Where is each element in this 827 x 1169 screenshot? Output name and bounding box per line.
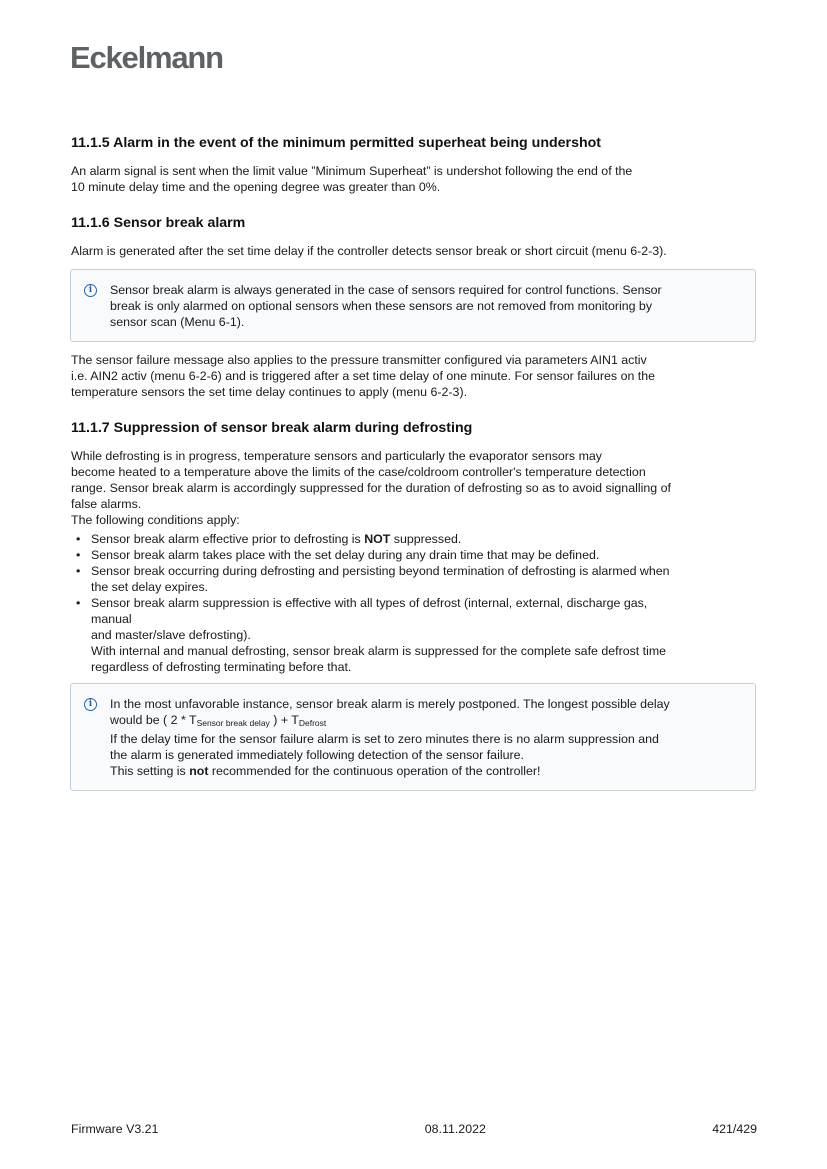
list-item <box>71 563 757 595</box>
text-line: break is only alarmed on optional sensors when these sensors are not removed from monitoring by <box>110 299 653 313</box>
section-11-1-6 <box>71 214 757 400</box>
conditions-list <box>71 531 757 675</box>
text-line: temperature sensors the set time delay continues to apply (menu 6-2-3). <box>71 385 468 399</box>
section-heading: 11.1.7 Suppression of sensor break alarm during defrosting <box>71 420 473 436</box>
section-heading: 11.1.5 Alarm in the event of the minimum permitted superheat being undershot <box>71 135 602 151</box>
text-line: sensor scan (Menu 6-1). <box>110 315 245 329</box>
text: Sensor break alarm suppression is effective with all types of defrost (internal, external, discharge gas, <box>91 596 648 610</box>
page-number: 421/429 <box>712 1122 757 1136</box>
list-item <box>71 595 757 675</box>
text: With internal and manual defrosting, sensor break alarm is suppressed for the complete safe defrost time <box>91 644 667 658</box>
text-line: the alarm is generated immediately following detection of the sensor failure. <box>110 748 524 762</box>
list-item: • Sensor break alarm takes place with the set delay during any drain time that may be defined. <box>71 547 757 563</box>
emphasis: not <box>189 764 209 778</box>
text: Sensor break alarm effective prior to defrosting is <box>91 532 365 546</box>
paragraph <box>71 448 757 528</box>
emphasis: NOT <box>364 532 391 546</box>
text: would be ( 2 * T <box>110 713 197 727</box>
info-note <box>70 269 756 342</box>
text-line: 10 minute delay time and the opening degree was greater than 0%. <box>71 180 441 194</box>
paragraph <box>71 163 757 195</box>
text-line: i.e. AIN2 activ (menu 6-2-6) and is triggered after a set time delay of one minute. For sensor failures on the <box>71 369 656 383</box>
company-logo: Eckelmann <box>70 40 223 75</box>
text: suppressed. <box>390 532 462 546</box>
formula <box>110 713 326 727</box>
firmware-version: Firmware V3.21 <box>71 1122 159 1136</box>
document-date: 08.11.2022 <box>424 1122 486 1136</box>
text-line: become heated to a temperature above the limits of the case/coldroom controller's temperature detection <box>71 465 646 479</box>
text: and master/slave defrosting). <box>91 628 251 642</box>
text-line: An alarm signal is sent when the limit value ”Minimum Superheat” is undershot following the end of the <box>71 164 633 178</box>
info-note <box>70 683 756 791</box>
text: ) + T <box>269 713 299 727</box>
info-circle-icon: i <box>84 698 97 711</box>
list-item <box>71 531 757 547</box>
subscript: Defrost <box>298 718 327 728</box>
text: Sensor break occurring during defrosting and persisting beyond termination of defrosting is alarmed when <box>91 564 670 578</box>
text: recommended for the continuous operation of the controller! <box>208 764 541 778</box>
subscript: Sensor break delay <box>196 718 270 728</box>
text-line: The following conditions apply: <box>71 513 240 527</box>
text-line: false alarms. <box>71 497 142 511</box>
text-line: Sensor break alarm is always generated in the case of sensors required for control functions. Sensor <box>110 283 662 297</box>
paragraph <box>71 352 757 400</box>
text-line <box>110 764 540 778</box>
text-line: range. Sensor break alarm is accordingly suppressed for the duration of defrosting so as to avoid signalling of <box>71 481 671 495</box>
section-11-1-7 <box>71 419 757 791</box>
text: regardless of defrosting terminating before that. <box>91 660 352 674</box>
text-line: The sensor failure message also applies to the pressure transmitter configured via parameters AIN1 activ <box>71 353 647 367</box>
text-line: While defrosting is in progress, temperature sensors and particularly the evaporator sensors may <box>71 449 602 463</box>
text: This setting is <box>110 764 190 778</box>
text: the set delay expires. <box>91 580 209 594</box>
text-line: If the delay time for the sensor failure alarm is set to zero minutes there is no alarm suppression and <box>110 732 659 746</box>
page-footer <box>71 1122 757 1136</box>
section-heading: 11.1.6 Sensor break alarm <box>71 215 246 231</box>
page-content <box>71 134 757 810</box>
section-11-1-5 <box>71 134 757 195</box>
paragraph: Alarm is generated after the set time delay if the controller detects sensor break or short circuit (menu 6-2-3). <box>71 244 667 258</box>
text-line: In the most unfavorable instance, sensor break alarm is merely postponed. The longest possible delay <box>110 697 670 711</box>
info-circle-icon: i <box>84 284 97 297</box>
text: manual <box>91 612 132 626</box>
